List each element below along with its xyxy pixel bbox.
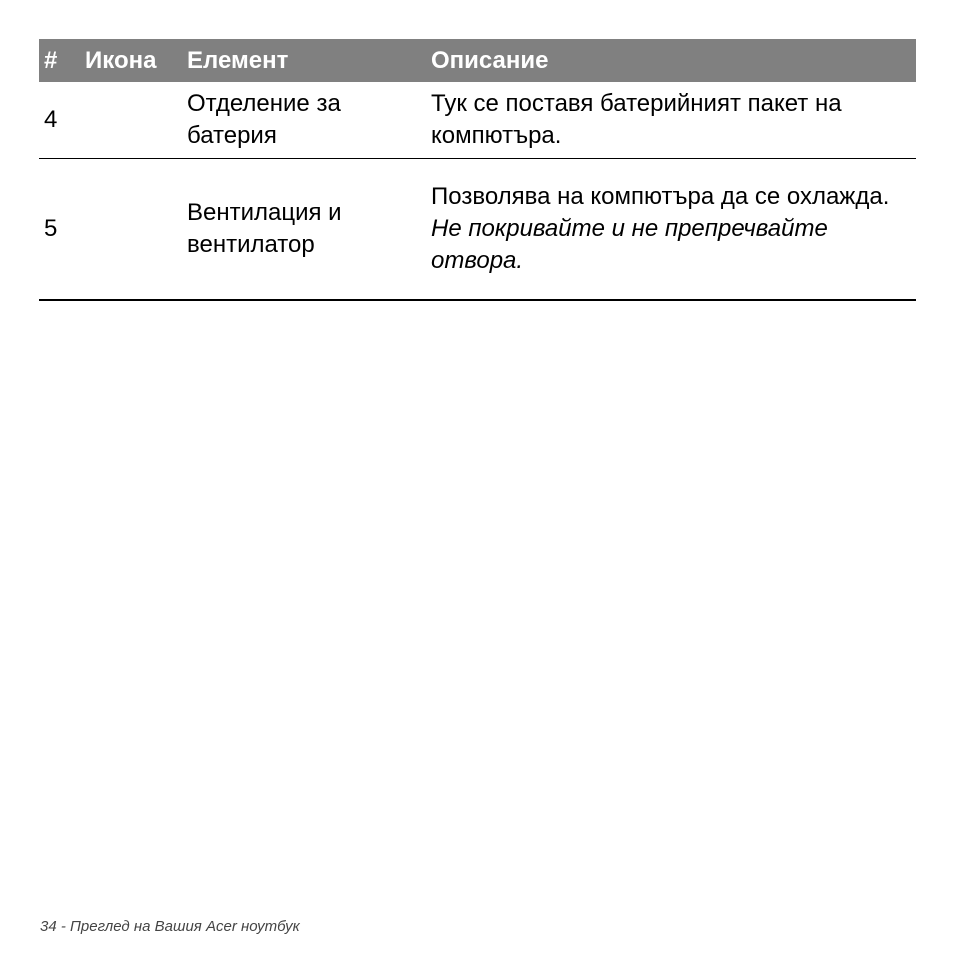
row-description-cell — [431, 181, 916, 277]
row-num: 5 — [44, 215, 58, 242]
row-description: Позволява на компютъра да се охлажда. — [431, 183, 890, 210]
header-element: Елемент — [187, 46, 289, 74]
row-note: Не покривайте и не препречвайте отвора. — [431, 215, 828, 274]
header-description: Описание — [431, 46, 549, 74]
row-element: Вентилация и вентилатор — [187, 199, 342, 258]
row-element: Отделение за батерия — [187, 90, 341, 149]
table-row — [39, 82, 916, 159]
table-header — [39, 39, 916, 82]
page-footer: 34 - Преглед на Вашия Acer ноутбук — [40, 918, 300, 935]
header-num: # — [44, 46, 58, 74]
row-description: Тук се поставя батерийният пакет на компютъра. — [431, 90, 842, 149]
table-row — [39, 159, 916, 301]
component-table — [39, 39, 916, 301]
header-icon: Икона — [85, 46, 157, 74]
row-num: 4 — [44, 106, 58, 133]
